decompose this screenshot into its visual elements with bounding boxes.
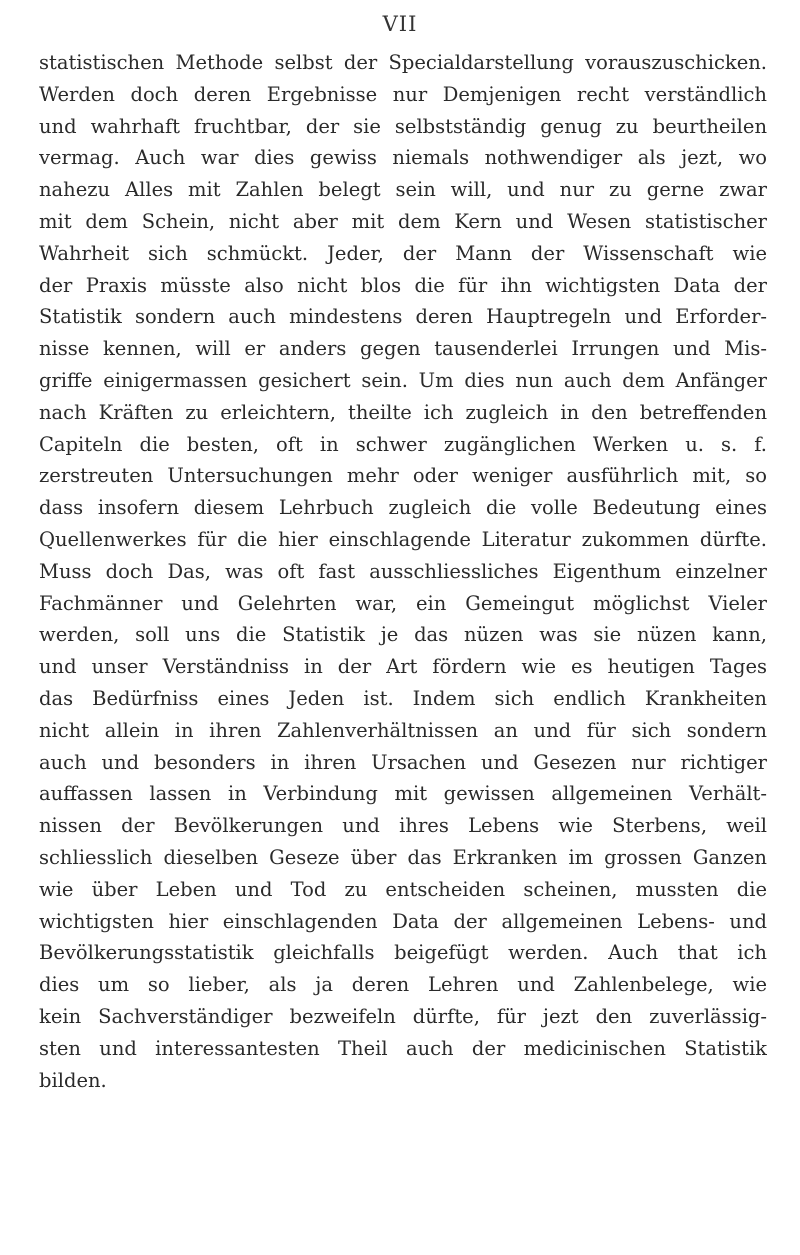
- text-line: das Bedürfniss eines Jeden ist. Indem sich endlich Krankheiten: [39, 686, 767, 710]
- text-line: mit dem Schein, nicht aber mit dem Kern und Wesen statistischer: [39, 209, 767, 233]
- body-paragraph: [39, 47, 767, 1096]
- page-number: VII: [382, 12, 418, 36]
- text-line: bilden.: [39, 1068, 107, 1092]
- text-line: nach Kräften zu erleichtern, theilte ich zugleich in den betreffenden: [39, 400, 767, 424]
- text-line: und unser Verständniss in der Art fördern wie es heutigen Tages: [39, 655, 767, 679]
- text-line: nissen der Bevölkerungen und ihres Lebens wie Sterbens, weil: [39, 814, 767, 838]
- text-line: dass insofern diesem Lehrbuch zugleich die volle Bedeutung eines: [39, 496, 767, 520]
- text-line: Bevölkerungsstatistik gleichfalls beigefügt werden. Auch that ich: [39, 941, 767, 965]
- text-line: werden, soll uns die Statistik je das nüzen was sie nüzen kann,: [39, 623, 767, 647]
- text-line: kein Sachverständiger bezweifeln dürfte, für jezt den zuverlässig-: [39, 1004, 767, 1028]
- text-line: zerstreuten Untersuchungen mehr oder weniger ausführlich mit, so: [39, 464, 767, 488]
- text-line: Capiteln die besten, oft in schwer zugänglichen Werken u. s. f.: [39, 432, 767, 456]
- text-line: griffe einigermassen gesichert sein. Um dies nun auch dem Anfänger: [39, 368, 767, 392]
- text-line: Quellenwerkes für die hier einschlagende Literatur zukommen dürfte.: [39, 527, 767, 551]
- text-line: Statistik sondern auch mindestens deren Hauptregeln und Erforder-: [39, 305, 767, 329]
- text-line: schliesslich dieselben Geseze über das Erkranken im grossen Ganzen: [39, 845, 767, 869]
- text-line: sten und interessantesten Theil auch der medicinischen Statistik: [39, 1036, 767, 1060]
- text-line: der Praxis müsste also nicht blos die für ihn wichtigsten Data der: [39, 273, 767, 297]
- text-line: Werden doch deren Ergebnisse nur Demjenigen recht verständlich: [39, 82, 767, 106]
- text-line: nahezu Alles mit Zahlen belegt sein will, und nur zu gerne zwar: [39, 178, 767, 202]
- text-line: wichtigsten hier einschlagenden Data der allgemeinen Lebens- und: [39, 909, 767, 933]
- text-line: dies um so lieber, als ja deren Lehren und Zahlenbelege, wie: [39, 973, 767, 997]
- text-line: nicht allein in ihren Zahlenverhältnissen an und für sich sondern: [39, 718, 767, 742]
- text-line: auffassen lassen in Verbindung mit gewissen allgemeinen Verhält-: [39, 782, 767, 806]
- text-line: wie über Leben und Tod zu entscheiden scheinen, mussten die: [39, 877, 767, 901]
- text-line: Muss doch Das, was oft fast ausschliessliches Eigenthum einzelner: [39, 559, 767, 583]
- text-line: und wahrhaft fruchtbar, der sie selbstständig genug zu beurtheilen: [39, 114, 767, 138]
- text-line: auch und besonders in ihren Ursachen und Gesezen nur richtiger: [39, 750, 767, 774]
- text-line: statistischen Methode selbst der Specialdarstellung vorauszuschicken.: [39, 51, 767, 74]
- text-line: Wahrheit sich schmückt. Jeder, der Mann der Wissenschaft wie: [39, 241, 767, 265]
- text-line: vermag. Auch war dies gewiss niemals nothwendiger als jezt, wo: [39, 146, 767, 170]
- text-line: nisse kennen, will er anders gegen tausenderlei Irrungen und Mis-: [39, 337, 767, 361]
- text-line: Fachmänner und Gelehrten war, ein Gemeingut möglichst Vieler: [39, 591, 767, 615]
